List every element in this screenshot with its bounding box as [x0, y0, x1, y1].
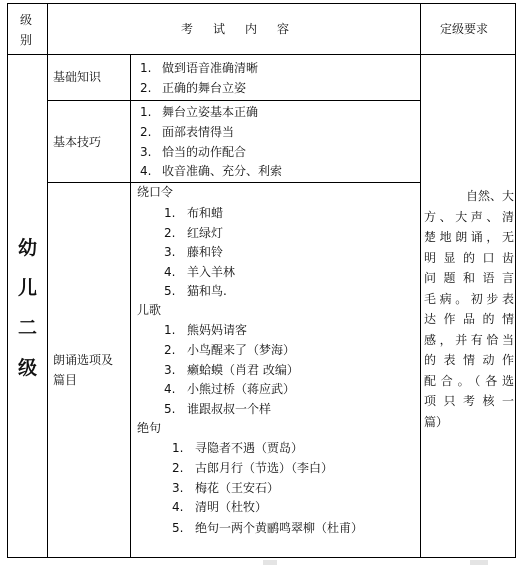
group-title-tongue-twisters: 绕口令	[137, 185, 174, 199]
header-level-line2: 别	[20, 33, 33, 47]
header-level-line1: 级	[20, 13, 33, 27]
section-label-basic-skills: 基本技巧	[53, 135, 102, 149]
group-title-quatrains: 绝句	[137, 421, 162, 435]
section-label-recitation-line1: 朗诵选项及	[53, 353, 114, 367]
group-title-nursery-rhymes: 儿歌	[137, 303, 162, 317]
header-requirement: 定级要求	[440, 22, 489, 36]
section-label-recitation-line2: 篇目	[53, 373, 78, 387]
scan-artifact	[470, 560, 488, 565]
section-label-basic-knowledge: 基础知识	[53, 70, 102, 84]
scan-artifact	[263, 560, 277, 565]
requirement-text: 自然、大 方、大声、清 楚地朗诵，无 明显的口齿 问题和语言 毛病。初步表 达作品的情 感，并有恰当 的表情动作 配合。（各选 项只考核一 篇）	[424, 189, 514, 429]
